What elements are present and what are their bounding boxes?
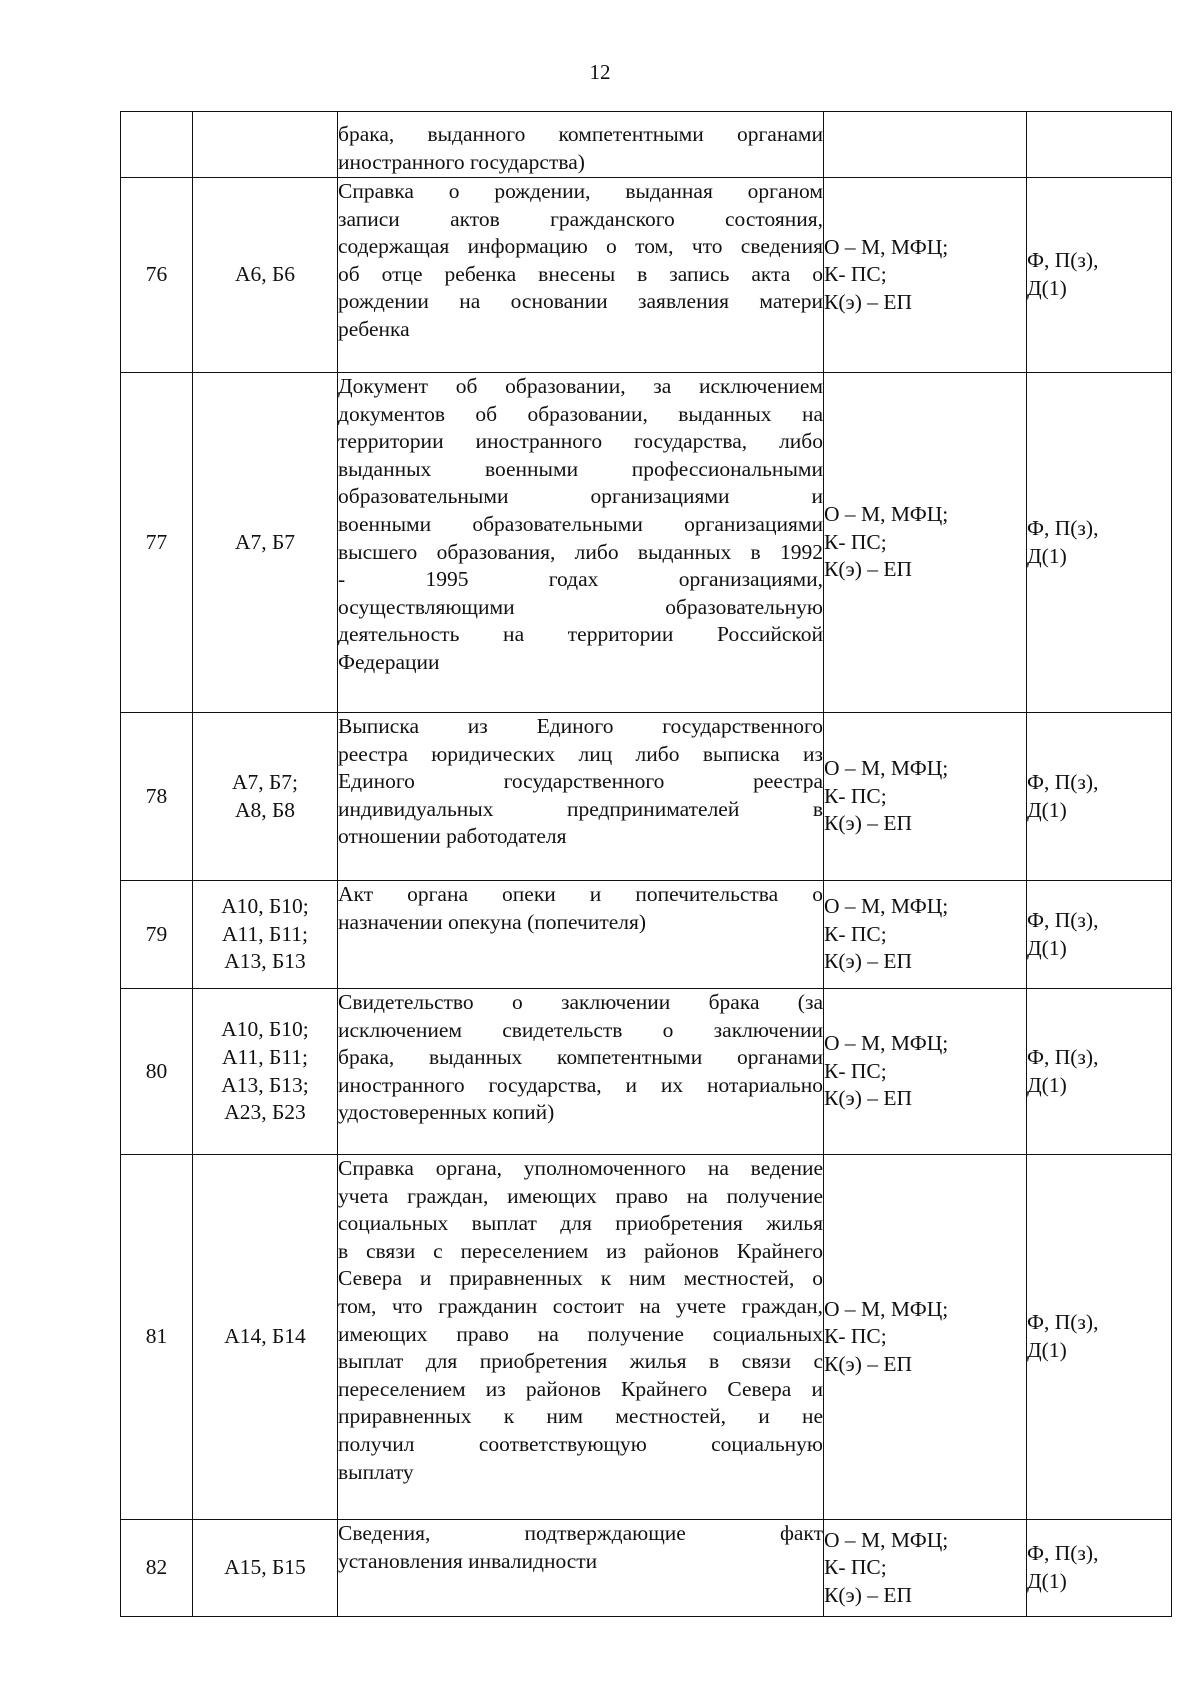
- row-document-line: Справка о рождении, выданная органом: [338, 179, 823, 203]
- row-number: 76: [145, 262, 168, 287]
- row-document-line: Единого государственного реестра: [338, 769, 823, 794]
- row-document-line: военными образовательными организациями: [338, 511, 823, 536]
- row-document-line: переселением из районов Крайнего Севера и: [338, 1376, 823, 1401]
- row-way-line: К(э) – ЕП: [824, 811, 913, 836]
- row-document-line: образовательными организациями и: [338, 484, 823, 509]
- row-document-line: выданных военными профессиональными: [338, 456, 823, 481]
- row-document-line: высшего образования, либо выданных в 1992: [338, 539, 823, 564]
- row-form-line: Ф, П(з),: [1027, 907, 1099, 932]
- row-way-line: О – М, МФЦ;: [824, 234, 949, 259]
- row-way-line: О – М, МФЦ;: [824, 1031, 949, 1056]
- row-number-cell: [121, 989, 193, 1155]
- row-document-line: учета граждан, имеющих право на получение: [338, 1183, 823, 1208]
- row-document-line: Акт органа опеки и попечительства о: [338, 882, 823, 906]
- row-document-line: содержащая информацию о том, что сведения: [338, 234, 823, 259]
- row-codes-cell: [193, 1155, 338, 1520]
- row-way-line: К(э) – ЕП: [824, 949, 913, 974]
- row-document-cell: [338, 373, 824, 713]
- row-document-line: записи актов гражданского состояния,: [338, 206, 823, 231]
- row-way-line: К- ПС;: [824, 921, 887, 946]
- row-codes-cell: [193, 112, 338, 178]
- row-number: 77: [145, 529, 168, 554]
- row-code-line: А10, Б10;: [221, 1017, 309, 1042]
- row-document-line: рождении на основании заявления матери: [338, 289, 823, 314]
- row-code-line: А14, Б14: [224, 1324, 306, 1349]
- row-forms-cell: [1027, 178, 1172, 373]
- row-number: 82: [145, 1555, 168, 1580]
- row-way-line: О – М, МФЦ;: [824, 1296, 949, 1321]
- page-number: 12: [589, 60, 611, 84]
- row-document-cell: [338, 881, 824, 989]
- row-forms-cell: [1027, 373, 1172, 713]
- row-document-line: социальных выплат для приобретения жилья: [338, 1211, 823, 1236]
- row-document-line: реестра юридических лиц либо выписка из: [338, 741, 823, 766]
- row-way-line: К- ПС;: [824, 529, 887, 554]
- row-document-line: имеющих право на получение социальных: [338, 1321, 823, 1346]
- row-document-cell: [338, 1520, 824, 1617]
- row-document-line: получил соответствующую социальную: [338, 1431, 823, 1456]
- row-code-line: А13, Б13;: [221, 1072, 309, 1097]
- table-row: [121, 112, 1172, 178]
- row-form-line: Д(1): [1027, 543, 1067, 568]
- row-ways-cell: [824, 112, 1027, 178]
- row-form-line: Д(1): [1027, 1569, 1067, 1593]
- table-row: [121, 713, 1172, 881]
- row-ways-cell: [824, 373, 1027, 713]
- row-number: 80: [145, 1058, 168, 1083]
- row-number-cell: [121, 112, 193, 178]
- row-code-line: А7, Б7: [234, 529, 296, 554]
- row-document-line: выплату: [338, 1459, 414, 1484]
- row-code-line: А6, Б6: [234, 262, 296, 287]
- row-document-line: - 1995 годах организациями,: [338, 567, 823, 592]
- row-code-line: А13, Б13: [224, 949, 306, 974]
- row-forms-cell: [1027, 881, 1172, 989]
- row-number: 78: [145, 783, 168, 808]
- row-form-line: Ф, П(з),: [1027, 1044, 1099, 1069]
- row-way-line: К- ПС;: [824, 783, 887, 808]
- documents-table: [120, 111, 1172, 1617]
- row-code-line: А11, Б11;: [222, 1044, 308, 1069]
- row-document-cell: [338, 713, 824, 881]
- row-forms-cell: [1027, 1520, 1172, 1617]
- row-codes-cell: [193, 713, 338, 881]
- row-forms-cell: [1027, 713, 1172, 881]
- row-code-line: А8, Б8: [234, 797, 296, 822]
- row-document-line: Документ об образовании, за исключением: [338, 374, 823, 398]
- row-forms-cell: [1027, 1155, 1172, 1520]
- row-document-line: осуществляющими образовательную: [338, 594, 823, 619]
- row-document-line: об отце ребенка внесены в запись акта о: [338, 261, 823, 286]
- row-number-cell: [121, 713, 193, 881]
- row-document-line: Справка органа, уполномоченного на ведение: [338, 1156, 823, 1180]
- row-document-line: выплат для приобретения жилья в связи с: [338, 1349, 823, 1374]
- row-forms-cell: [1027, 112, 1172, 178]
- row-document-cell: [338, 1155, 824, 1520]
- row-form-line: Ф, П(з),: [1027, 769, 1099, 794]
- row-way-line: К(э) – ЕП: [824, 289, 913, 314]
- row-form-line: Ф, П(з),: [1027, 515, 1099, 540]
- row-form-line: Д(1): [1027, 935, 1067, 960]
- row-codes-cell: [193, 373, 338, 713]
- row-number-cell: [121, 373, 193, 713]
- row-form-line: Ф, П(з),: [1027, 1310, 1099, 1335]
- row-way-line: О – М, МФЦ;: [824, 1527, 949, 1552]
- row-way-line: О – М, МФЦ;: [824, 894, 949, 919]
- row-document-line: назначении опекуна (попечителя): [338, 909, 647, 934]
- row-code-line: А10, Б10;: [221, 894, 309, 919]
- row-number-cell: [121, 881, 193, 989]
- row-number-cell: [121, 1520, 193, 1617]
- row-codes-cell: [193, 881, 338, 989]
- row-code-line: А7, Б7;: [231, 769, 299, 794]
- row-document-line: брака, выданного компетентными органами: [338, 122, 823, 146]
- table-row: [121, 989, 1172, 1155]
- row-number: 81: [145, 1324, 168, 1349]
- table-body: [121, 112, 1172, 1617]
- row-way-line: О – М, МФЦ;: [824, 756, 949, 781]
- row-document-line: Сведения, подтверждающие факт: [338, 1521, 823, 1545]
- row-document-line: удостоверенных копий): [338, 1100, 555, 1125]
- row-codes-cell: [193, 178, 338, 373]
- row-ways-cell: [824, 713, 1027, 881]
- row-document-line: Выписка из Единого государственного: [338, 714, 823, 738]
- row-document-line: брака, выданных компетентными органами: [338, 1045, 823, 1070]
- row-form-line: Д(1): [1027, 276, 1067, 300]
- row-document-line: индивидуальных предпринимателей в: [338, 796, 823, 821]
- row-document-line: том, что гражданин состоит на учете граждан,: [338, 1293, 823, 1318]
- row-document-line: иностранного государства): [338, 149, 585, 174]
- row-codes-cell: [193, 989, 338, 1155]
- row-number: 79: [145, 921, 168, 946]
- row-document-line: иностранного государства, и их нотариально: [338, 1072, 823, 1097]
- row-document-line: территории иностранного государства, либо: [338, 429, 823, 454]
- row-code-line: А23, Б23: [224, 1100, 306, 1125]
- row-way-line: К- ПС;: [824, 262, 887, 287]
- row-document-line: Федерации: [338, 649, 440, 674]
- table-row: [121, 881, 1172, 989]
- row-way-line: К- ПС;: [824, 1058, 887, 1083]
- table-row: [121, 373, 1172, 713]
- row-number-cell: [121, 178, 193, 373]
- row-document-line: документов об образовании, выданных на: [338, 401, 823, 426]
- row-document-line: отношении работодателя: [338, 824, 567, 849]
- row-code-line: А15, Б15: [224, 1555, 306, 1580]
- row-form-line: Д(1): [1027, 1338, 1067, 1362]
- row-codes-cell: [193, 1520, 338, 1617]
- row-form-line: Д(1): [1027, 797, 1067, 822]
- row-way-line: К- ПС;: [824, 1555, 887, 1580]
- row-document-line: ребенка: [338, 316, 410, 341]
- row-ways-cell: [824, 881, 1027, 989]
- row-ways-cell: [824, 989, 1027, 1155]
- row-way-line: К(э) – ЕП: [824, 1351, 913, 1376]
- row-ways-cell: [824, 1155, 1027, 1520]
- row-ways-cell: [824, 178, 1027, 373]
- row-code-line: А11, Б11;: [222, 921, 308, 946]
- row-way-line: К(э) – ЕП: [824, 557, 913, 582]
- row-document-line: Севера и приравненных к ним местностей, о: [338, 1266, 823, 1291]
- table-row: [121, 178, 1172, 373]
- row-forms-cell: [1027, 989, 1172, 1155]
- row-ways-cell: [824, 1520, 1027, 1617]
- row-document-line: Свидетельство о заключении брака (за: [338, 990, 823, 1014]
- row-way-line: К(э) – ЕП: [824, 1582, 913, 1607]
- row-document-cell: [338, 178, 824, 373]
- table-row: [121, 1520, 1172, 1617]
- row-document-line: деятельность на территории Российской: [338, 622, 823, 647]
- row-number-cell: [121, 1155, 193, 1520]
- table-row: [121, 1155, 1172, 1520]
- row-document-line: приравненных к ним местностей, и не: [338, 1404, 823, 1429]
- row-document-line: установления инвалидности: [338, 1548, 598, 1573]
- row-form-line: Ф, П(з),: [1027, 248, 1099, 273]
- row-document-cell: [338, 112, 824, 178]
- row-form-line: Д(1): [1027, 1072, 1067, 1097]
- row-way-line: К(э) – ЕП: [824, 1086, 913, 1111]
- row-document-line: исключением свидетельств о заключении: [338, 1017, 823, 1042]
- row-document-line: в связи с переселением из районов Крайнего: [338, 1238, 823, 1263]
- row-way-line: О – М, МФЦ;: [824, 502, 949, 527]
- row-way-line: К- ПС;: [824, 1324, 887, 1349]
- row-form-line: Ф, П(з),: [1027, 1541, 1099, 1566]
- row-document-cell: [338, 989, 824, 1155]
